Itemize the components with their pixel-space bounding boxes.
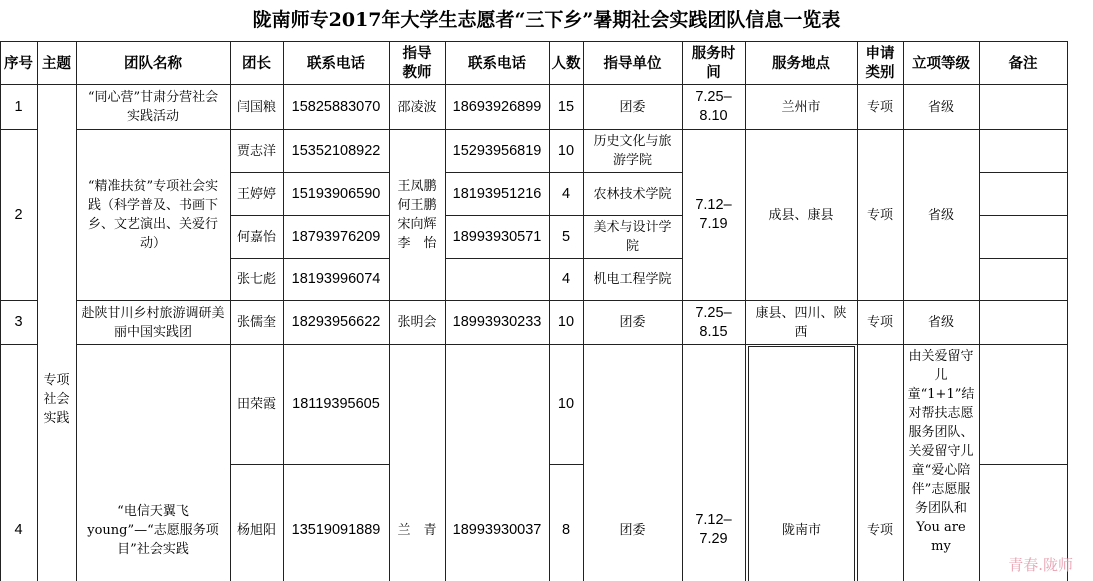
row2-leader-3: 何嘉怡 — [236, 229, 276, 245]
row4-level: 由关爱留守儿童“1+1”结对帮扶志愿服务团队、关爱留守儿童“爱心陪伴”志愿服务团队和You are my — [907, 349, 975, 554]
row4-teacher-phone: 18993930037 — [452, 521, 542, 538]
row2-time: 7.12–7.19 — [695, 197, 732, 232]
header-place: 服务地点 — [772, 54, 830, 72]
row4-category: 专项 — [866, 522, 893, 538]
row3-place: 康县、四川、陕西 — [755, 305, 847, 340]
header-theme: 主题 — [42, 54, 71, 72]
row2-category: 专项 — [866, 207, 893, 223]
header-time: 服务时间 — [691, 45, 736, 81]
row2-count-3: 5 — [561, 228, 571, 245]
row2-no: 2 — [14, 206, 23, 223]
row2-unit-3: 美术与设计学院 — [593, 220, 672, 254]
row2-count-1: 10 — [557, 142, 575, 159]
row2-phone-3: 18793976209 — [291, 228, 381, 245]
row2-count-2: 4 — [561, 185, 571, 202]
row2-leader-2: 王婷婷 — [236, 186, 276, 202]
row4-no: 4 — [14, 521, 23, 538]
header-category: 申请类别 — [865, 45, 895, 81]
row2-phone-4: 18193996074 — [291, 271, 381, 287]
row1-team-name: “同心营”甘肃分营社会实践活动 — [87, 90, 219, 124]
header-remark: 备注 — [1008, 54, 1038, 72]
row2-teacher-phone-3: 18993930571 — [452, 228, 542, 245]
row3-teacher: 张明会 — [397, 315, 437, 330]
row2-count-4: 4 — [561, 271, 571, 287]
row3-teacher-phone: 18993930233 — [452, 314, 542, 330]
row4-team-name: “电信天翼飞young”—“志愿服务项目”社会实践 — [87, 503, 219, 557]
row1-level: 省级 — [927, 99, 954, 115]
row3-no: 3 — [14, 314, 23, 330]
row1-count: 15 — [557, 98, 575, 115]
row2-teacher: 王凤鹏 何王鹏 宋向辉 李 怡 — [397, 179, 437, 251]
row2-leader-1: 贾志洋 — [236, 143, 276, 159]
row3-category: 专项 — [866, 315, 893, 330]
row2-unit-2: 农林技术学院 — [593, 186, 672, 202]
row1-phone: 15825883070 — [291, 98, 381, 115]
row2-place: 成县、康县 — [768, 207, 834, 223]
row1-teacher-phone: 18693926899 — [452, 98, 542, 115]
row4-phone-2: 13519091889 — [291, 521, 381, 538]
header-phone: 联系电话 — [307, 54, 365, 72]
row4-time: 7.12–7.29 — [695, 512, 732, 547]
row2-teacher-phone-1: 15293956819 — [452, 142, 542, 159]
row1-time: 7.25–8.10 — [695, 89, 732, 124]
row4-leader-2: 杨旭阳 — [236, 522, 276, 538]
row4-count-2: 8 — [561, 521, 571, 538]
header-teacher: 指导教师 — [402, 45, 432, 81]
row3-phone: 18293956622 — [291, 314, 381, 330]
watermark: 青春.陇师 — [1008, 556, 1073, 574]
row1-place: 兰州市 — [781, 99, 821, 115]
row3-level: 省级 — [927, 315, 954, 330]
row2-phone-1: 15352108922 — [291, 142, 381, 159]
row1-teacher: 邵凌波 — [397, 99, 437, 115]
row3-time: 7.25–8.15 — [695, 304, 732, 340]
row2-level: 省级 — [927, 207, 954, 223]
row4-place: 陇南市 — [781, 522, 821, 538]
row1-unit: 团委 — [619, 99, 646, 115]
row2-team-name: “精准扶贫”专项社会实践（科学普及、书画下乡、文艺演出、关爱行动） — [87, 179, 219, 251]
row2-unit-4: 机电工程学院 — [593, 272, 672, 287]
row2-teacher-phone-4 — [445, 259, 549, 300]
row4-count-1: 10 — [557, 396, 575, 412]
theme-cell: 专项社会实践 — [43, 372, 70, 426]
row3-team-name: 赴陕甘川乡村旅游调研美丽中国实践团 — [81, 305, 225, 340]
header-count: 人数 — [551, 54, 581, 72]
row4-leader-1: 田荣霞 — [236, 397, 276, 412]
row2-unit-1: 历史文化与旅游学院 — [593, 134, 672, 168]
row4-teacher: 兰 青 — [397, 522, 437, 538]
header-team-name: 团队名称 — [124, 54, 182, 72]
row1-leader: 闫国粮 — [236, 99, 276, 115]
row3-unit: 团委 — [619, 315, 646, 330]
header-leader: 团长 — [242, 54, 271, 72]
header-no: 序号 — [4, 54, 33, 72]
row2-leader-4: 张七彪 — [236, 272, 276, 287]
header-teacher-phone: 联系电话 — [468, 54, 526, 72]
row4-phone-1: 18119395605 — [292, 396, 380, 412]
header-level: 立项等级 — [912, 54, 970, 72]
table-title: 陇南师专2017年大学生志愿者“三下乡”暑期社会实践团队信息一览表 — [252, 9, 841, 31]
row1-no: 1 — [14, 98, 23, 115]
row2-teacher-phone-2: 18193951216 — [452, 185, 542, 202]
row3-count: 10 — [557, 314, 575, 330]
row4-unit: 团委 — [619, 522, 646, 538]
row3-leader: 张儒奎 — [236, 315, 276, 330]
header-unit: 指导单位 — [603, 54, 662, 72]
row2-phone-2: 15193906590 — [291, 185, 381, 202]
row1-category: 专项 — [866, 99, 893, 115]
